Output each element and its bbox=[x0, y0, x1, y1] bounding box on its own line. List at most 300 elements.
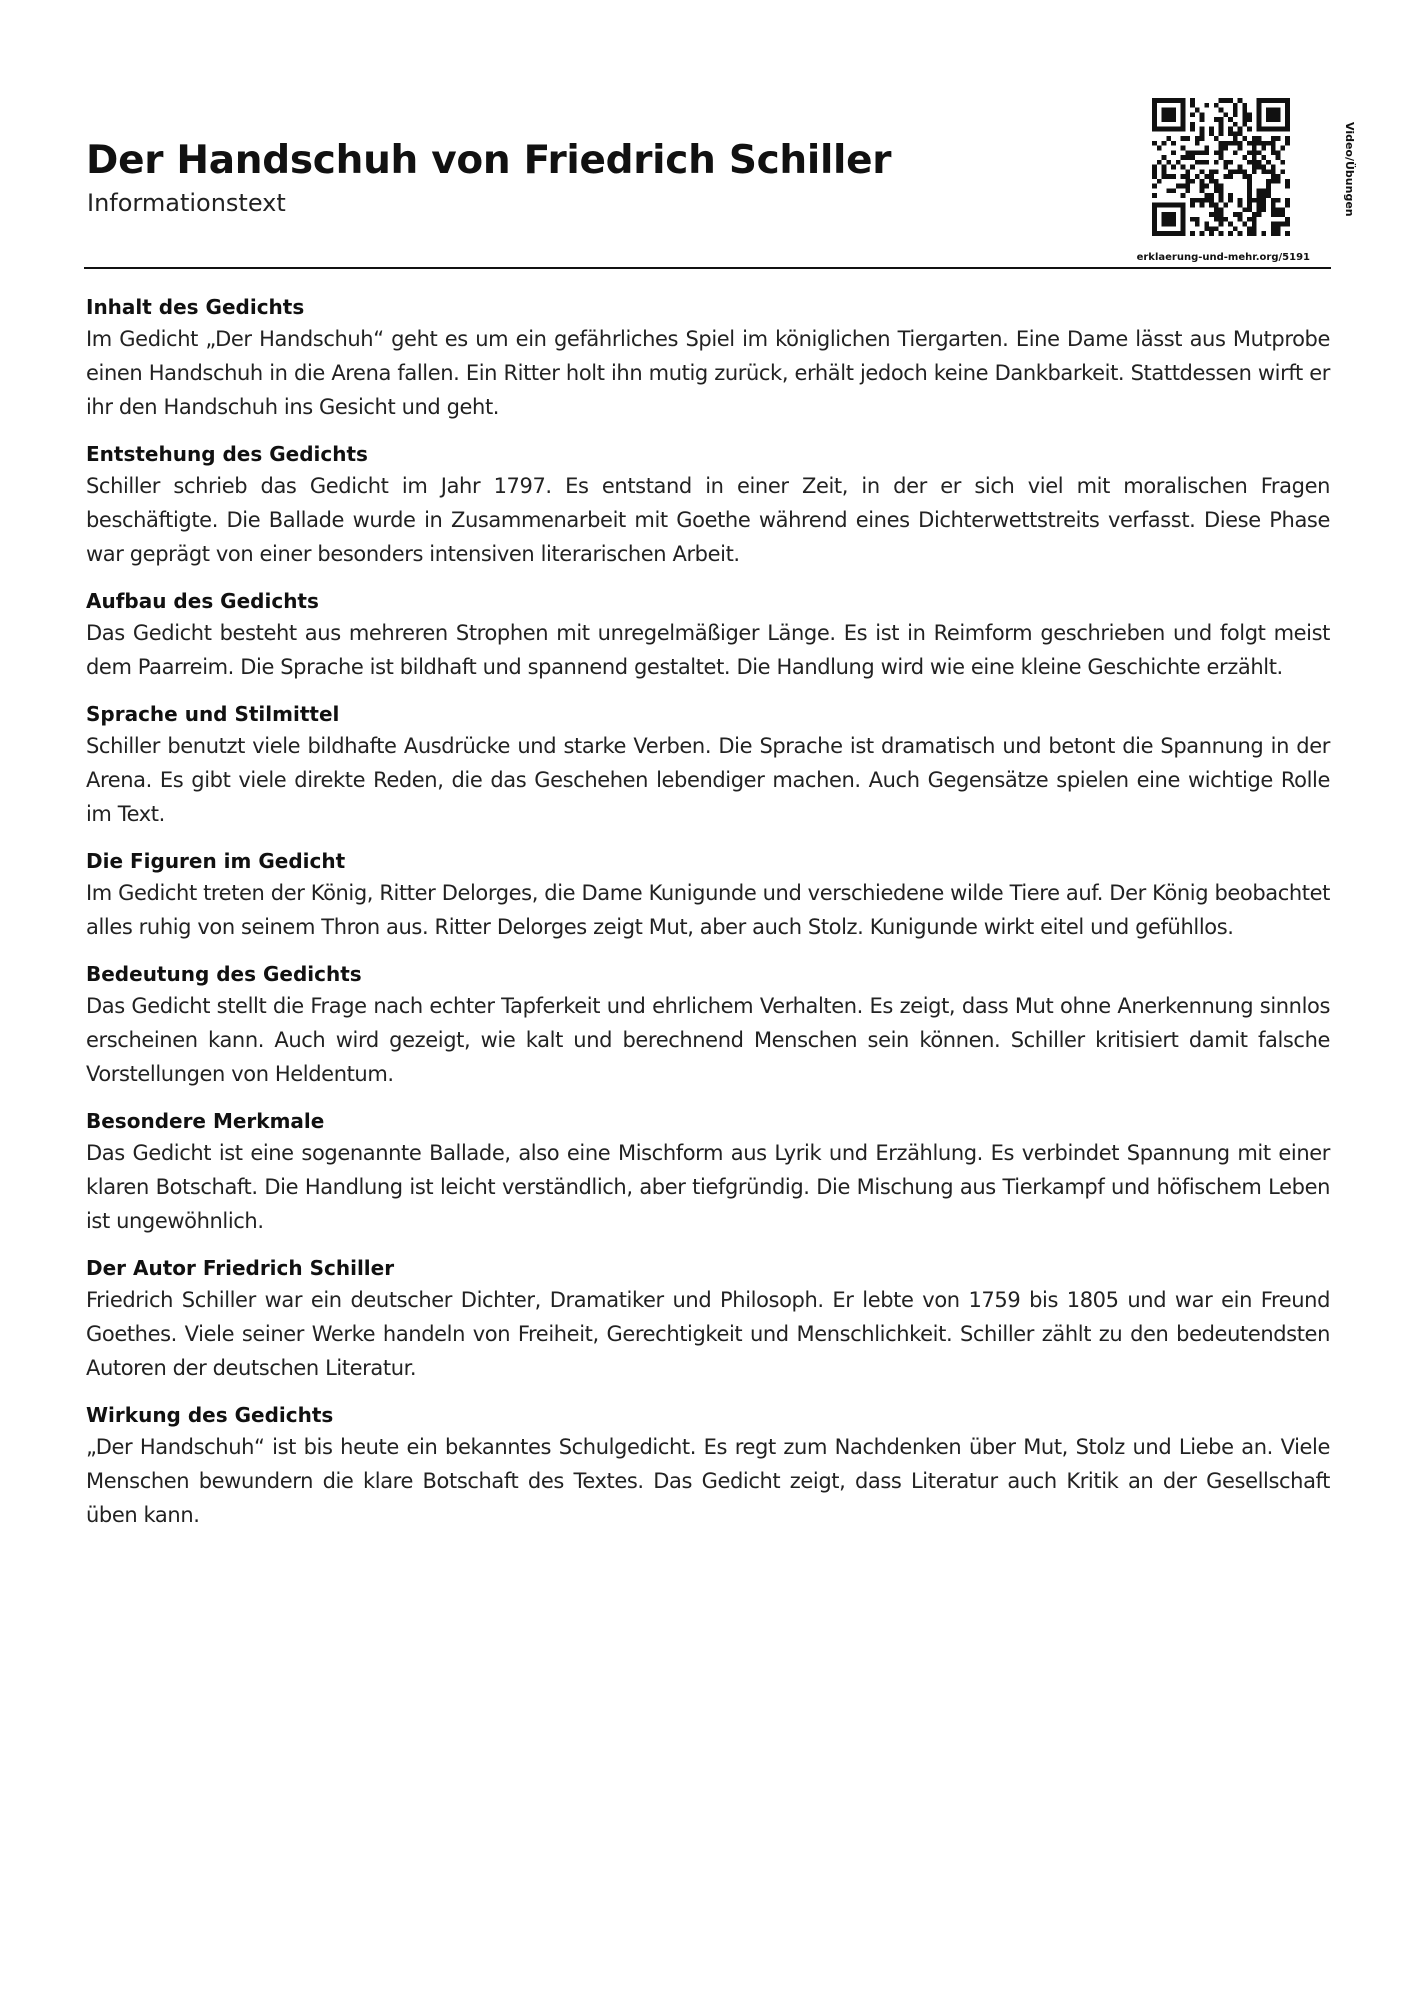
qr-module bbox=[1252, 165, 1257, 170]
section-inhalt bbox=[86, 292, 1330, 424]
qr-module bbox=[1195, 160, 1200, 165]
qr-module bbox=[1223, 98, 1228, 103]
qr-module bbox=[1228, 174, 1233, 179]
qr-module bbox=[1181, 184, 1186, 189]
qr-module bbox=[1204, 174, 1209, 179]
qr-module bbox=[1181, 127, 1186, 132]
qr-module bbox=[1271, 117, 1276, 122]
qr-module bbox=[1223, 203, 1228, 208]
qr-module bbox=[1162, 174, 1167, 179]
qr-module bbox=[1242, 122, 1247, 127]
qr-module bbox=[1247, 217, 1252, 222]
qr-module bbox=[1266, 112, 1271, 117]
qr-module bbox=[1266, 169, 1271, 174]
qr-module bbox=[1233, 131, 1238, 136]
qr-module bbox=[1266, 141, 1271, 146]
qr-module bbox=[1285, 217, 1290, 222]
qr-module bbox=[1195, 141, 1200, 146]
qr-module bbox=[1261, 98, 1266, 103]
qr-module bbox=[1219, 193, 1224, 198]
qr-module bbox=[1152, 103, 1157, 108]
section-text: Das Gedicht ist eine sogenannte Ballade, also eine Mischform aus Lyrik und Erzählung. Es verbindet Spannung mit einer klaren Botschaft. Die Handlung ist leicht verständlich, aber tiefgründig. Die Mischung aus Tierkampf und höfischem Leben ist ungewöhnlich. bbox=[86, 1141, 1330, 1233]
qr-module bbox=[1252, 141, 1257, 146]
qr-module bbox=[1247, 184, 1252, 189]
qr-module bbox=[1271, 179, 1276, 184]
qr-module bbox=[1252, 169, 1257, 174]
qr-module bbox=[1162, 108, 1167, 113]
qr-module bbox=[1200, 117, 1205, 122]
qr-module bbox=[1247, 193, 1252, 198]
qr-module bbox=[1181, 117, 1186, 122]
qr-code-graphic bbox=[1152, 98, 1290, 236]
qr-module bbox=[1200, 203, 1205, 208]
qr-module bbox=[1257, 165, 1262, 170]
qr-module bbox=[1219, 117, 1224, 122]
qr-module bbox=[1166, 217, 1171, 222]
qr-module bbox=[1195, 198, 1200, 203]
section-sprache bbox=[86, 699, 1330, 831]
qr-module bbox=[1162, 203, 1167, 208]
qr-module bbox=[1238, 198, 1243, 203]
qr-module bbox=[1266, 98, 1271, 103]
qr-module bbox=[1152, 141, 1157, 146]
qr-module bbox=[1242, 174, 1247, 179]
qr-module bbox=[1252, 226, 1257, 231]
qr-module bbox=[1257, 136, 1262, 141]
qr-module bbox=[1185, 136, 1190, 141]
qr-module bbox=[1252, 160, 1257, 165]
qr-module bbox=[1152, 207, 1157, 212]
qr-module bbox=[1200, 131, 1205, 136]
qr-module bbox=[1247, 112, 1252, 117]
qr-module bbox=[1257, 193, 1262, 198]
qr-module bbox=[1190, 203, 1195, 208]
qr-module bbox=[1271, 112, 1276, 117]
qr-module bbox=[1247, 117, 1252, 122]
qr-module bbox=[1266, 188, 1271, 193]
qr-module bbox=[1214, 117, 1219, 122]
qr-module bbox=[1247, 226, 1252, 231]
qr-module bbox=[1219, 212, 1224, 217]
qr-module bbox=[1181, 226, 1186, 231]
qr-module bbox=[1200, 136, 1205, 141]
qr-module bbox=[1223, 146, 1228, 151]
section-autor bbox=[86, 1253, 1330, 1385]
qr-module bbox=[1166, 112, 1171, 117]
qr-module bbox=[1285, 112, 1290, 117]
qr-module bbox=[1238, 131, 1243, 136]
qr-module bbox=[1271, 146, 1276, 151]
qr-module bbox=[1200, 169, 1205, 174]
qr-module bbox=[1276, 207, 1281, 212]
qr-module bbox=[1257, 103, 1262, 108]
qr-module bbox=[1238, 141, 1243, 146]
page-title: Der Handschuh von Friedrich Schiller bbox=[86, 138, 892, 183]
qr-module bbox=[1233, 103, 1238, 108]
qr-module bbox=[1280, 98, 1285, 103]
qr-module bbox=[1228, 141, 1233, 146]
qr-module bbox=[1252, 212, 1257, 217]
qr-module bbox=[1219, 127, 1224, 132]
qr-module bbox=[1214, 207, 1219, 212]
qr-module bbox=[1271, 136, 1276, 141]
qr-module bbox=[1181, 155, 1186, 160]
qr-module bbox=[1219, 184, 1224, 189]
qr-module bbox=[1209, 169, 1214, 174]
qr-module bbox=[1242, 103, 1247, 108]
section-text: Im Gedicht treten der König, Ritter Delorges, die Dame Kunigunde und verschiedene wilde Tiere auf. Der König beobachtet alles ruhig von seinem Thron aus. Ritter Delorges zeigt Mut, aber auch Stolz. Kunigunde wirkt eitel und gefühllos. bbox=[86, 881, 1330, 939]
qr-module bbox=[1257, 141, 1262, 146]
qr-module bbox=[1195, 150, 1200, 155]
qr-module bbox=[1152, 108, 1157, 113]
qr-module bbox=[1271, 174, 1276, 179]
qr-module bbox=[1285, 103, 1290, 108]
qr-module bbox=[1195, 222, 1200, 227]
qr-module bbox=[1247, 231, 1252, 236]
qr-module bbox=[1228, 222, 1233, 227]
qr-module bbox=[1185, 188, 1190, 193]
qr-module bbox=[1209, 198, 1214, 203]
qr-module bbox=[1176, 127, 1181, 132]
qr-module bbox=[1247, 179, 1252, 184]
qr-module bbox=[1176, 231, 1181, 236]
section-text: Das Gedicht stellt die Frage nach echter Tapferkeit und ehrlichem Verhalten. Es zeigt, dass Mut ohne Anerkennung sinnlos erscheinen kann. Auch wird gezeigt, wie kalt und berechnend Menschen sein können. Schiller kritisiert damit falsche Vorstellungen von Heldentum. bbox=[86, 994, 1330, 1086]
section-entstehung bbox=[86, 439, 1330, 571]
qr-module bbox=[1214, 150, 1219, 155]
qr-module bbox=[1181, 222, 1186, 227]
section-heading: Die Figuren im Gedicht bbox=[86, 849, 346, 873]
qr-module bbox=[1195, 136, 1200, 141]
qr-module bbox=[1233, 112, 1238, 117]
qr-module bbox=[1271, 165, 1276, 170]
qr-module bbox=[1162, 141, 1167, 146]
qr-module bbox=[1171, 217, 1176, 222]
section-heading: Inhalt des Gedichts bbox=[86, 295, 305, 319]
qr-module bbox=[1285, 203, 1290, 208]
qr-module bbox=[1219, 217, 1224, 222]
qr-module bbox=[1233, 169, 1238, 174]
qr-module bbox=[1261, 141, 1266, 146]
qr-module bbox=[1214, 160, 1219, 165]
qr-module bbox=[1257, 127, 1262, 132]
qr-module bbox=[1171, 117, 1176, 122]
qr-module bbox=[1271, 207, 1276, 212]
qr-module bbox=[1266, 108, 1271, 113]
qr-module bbox=[1162, 127, 1167, 132]
qr-module bbox=[1247, 207, 1252, 212]
qr-module bbox=[1276, 222, 1281, 227]
section-heading: Entstehung des Gedichts bbox=[86, 442, 368, 466]
section-text: Das Gedicht besteht aus mehreren Strophen mit unregelmäßiger Länge. Es ist in Reimform geschrieben und folgt meist dem Paarreim. Die Sprache ist bildhaft und spannend gestaltet. Die Handlung wird wie eine kleine Geschichte erzählt. bbox=[86, 621, 1330, 679]
qr-module bbox=[1285, 184, 1290, 189]
qr-code-icon[interactable] bbox=[1152, 98, 1290, 236]
qr-module bbox=[1271, 98, 1276, 103]
qr-module bbox=[1280, 146, 1285, 151]
qr-module bbox=[1219, 231, 1224, 236]
qr-module bbox=[1238, 217, 1243, 222]
qr-module bbox=[1228, 198, 1233, 203]
qr-module bbox=[1247, 203, 1252, 208]
qr-module bbox=[1266, 127, 1271, 132]
qr-module bbox=[1166, 98, 1171, 103]
text-content bbox=[86, 292, 1330, 1547]
qr-module bbox=[1252, 150, 1257, 155]
qr-module bbox=[1223, 160, 1228, 165]
qr-module bbox=[1228, 98, 1233, 103]
qr-module bbox=[1214, 226, 1219, 231]
section-heading: Aufbau des Gedichts bbox=[86, 589, 319, 613]
qr-module bbox=[1190, 127, 1195, 132]
qr-module bbox=[1276, 150, 1281, 155]
qr-module bbox=[1200, 127, 1205, 132]
qr-module bbox=[1280, 160, 1285, 165]
qr-module bbox=[1257, 122, 1262, 127]
qr-module bbox=[1209, 127, 1214, 132]
qr-module bbox=[1204, 193, 1209, 198]
qr-module bbox=[1252, 217, 1257, 222]
qr-module bbox=[1233, 212, 1238, 217]
qr-module bbox=[1204, 198, 1209, 203]
qr-module bbox=[1257, 98, 1262, 103]
qr-module bbox=[1190, 150, 1195, 155]
qr-module bbox=[1285, 122, 1290, 127]
qr-module bbox=[1181, 98, 1186, 103]
qr-module bbox=[1271, 203, 1276, 208]
qr-module bbox=[1271, 212, 1276, 217]
qr-module bbox=[1181, 103, 1186, 108]
qr-module bbox=[1204, 226, 1209, 231]
qr-module bbox=[1280, 169, 1285, 174]
qr-module bbox=[1176, 184, 1181, 189]
qr-module bbox=[1261, 207, 1266, 212]
qr-module bbox=[1276, 226, 1281, 231]
qr-module bbox=[1152, 117, 1157, 122]
qr-module bbox=[1252, 198, 1257, 203]
qr-module bbox=[1219, 188, 1224, 193]
qr-module bbox=[1233, 150, 1238, 155]
qr-module bbox=[1166, 160, 1171, 165]
qr-module bbox=[1266, 193, 1271, 198]
qr-module bbox=[1228, 117, 1233, 122]
page-subtitle: Informationstext bbox=[87, 189, 286, 217]
qr-module bbox=[1276, 117, 1281, 122]
qr-module bbox=[1185, 179, 1190, 184]
qr-module bbox=[1242, 108, 1247, 113]
qr-module bbox=[1166, 188, 1171, 193]
qr-module bbox=[1200, 188, 1205, 193]
qr-module bbox=[1271, 150, 1276, 155]
qr-module bbox=[1228, 193, 1233, 198]
qr-module bbox=[1214, 203, 1219, 208]
qr-module bbox=[1195, 174, 1200, 179]
header-divider bbox=[84, 267, 1331, 269]
qr-module bbox=[1152, 184, 1157, 189]
qr-module bbox=[1185, 184, 1190, 189]
qr-module bbox=[1261, 165, 1266, 170]
qr-module bbox=[1271, 226, 1276, 231]
qr-module bbox=[1185, 174, 1190, 179]
qr-module bbox=[1242, 169, 1247, 174]
qr-module bbox=[1276, 112, 1281, 117]
qr-module bbox=[1271, 231, 1276, 236]
qr-module bbox=[1162, 169, 1167, 174]
qr-module bbox=[1257, 150, 1262, 155]
section-heading: Besondere Merkmale bbox=[86, 1109, 325, 1133]
qr-module bbox=[1152, 203, 1157, 208]
section-text: Friedrich Schiller war ein deutscher Dichter, Dramatiker und Philosoph. Er lebte von 1759 bis 1805 und war ein Freund Goethes. Viele seiner Werke handeln von Freiheit, Gerechtigkeit und Menschlichkeit. Schiller zählt zu den bedeutendsten Autoren der deutschen Literatur. bbox=[86, 1288, 1330, 1380]
qr-module bbox=[1247, 188, 1252, 193]
qr-module bbox=[1228, 169, 1233, 174]
qr-module bbox=[1276, 212, 1281, 217]
qr-module bbox=[1214, 188, 1219, 193]
qr-module bbox=[1204, 160, 1209, 165]
qr-module bbox=[1219, 146, 1224, 151]
qr-module bbox=[1285, 179, 1290, 184]
qr-module bbox=[1257, 198, 1262, 203]
qr-module bbox=[1223, 112, 1228, 117]
qr-module bbox=[1157, 127, 1162, 132]
qr-module bbox=[1200, 231, 1205, 236]
qr-module bbox=[1219, 98, 1224, 103]
qr-module bbox=[1209, 193, 1214, 198]
qr-module bbox=[1152, 127, 1157, 132]
qr-module bbox=[1223, 174, 1228, 179]
qr-module bbox=[1252, 146, 1257, 151]
qr-module bbox=[1166, 117, 1171, 122]
qr-module bbox=[1276, 127, 1281, 132]
qr-module bbox=[1181, 112, 1186, 117]
qr-module bbox=[1252, 155, 1257, 160]
qr-module bbox=[1162, 231, 1167, 236]
qr-module bbox=[1200, 198, 1205, 203]
qr-module bbox=[1285, 141, 1290, 146]
qr-module bbox=[1233, 141, 1238, 146]
qr-module bbox=[1271, 169, 1276, 174]
qr-module bbox=[1233, 226, 1238, 231]
qr-module bbox=[1185, 169, 1190, 174]
qr-module bbox=[1162, 98, 1167, 103]
qr-module bbox=[1280, 212, 1285, 217]
qr-module bbox=[1276, 198, 1281, 203]
qr-module bbox=[1242, 112, 1247, 117]
qr-module bbox=[1223, 217, 1228, 222]
qr-module bbox=[1257, 188, 1262, 193]
qr-module bbox=[1166, 222, 1171, 227]
qr-module bbox=[1162, 217, 1167, 222]
qr-module bbox=[1190, 98, 1195, 103]
qr-module bbox=[1157, 160, 1162, 165]
qr-module bbox=[1195, 217, 1200, 222]
qr-module bbox=[1190, 165, 1195, 170]
qr-module bbox=[1190, 198, 1195, 203]
qr-module bbox=[1162, 112, 1167, 117]
qr-module bbox=[1276, 98, 1281, 103]
qr-module bbox=[1242, 222, 1247, 227]
section-text: Im Gedicht „Der Handschuh“ geht es um ein gefährliches Spiel im königlichen Tiergarten. Eine Dame lässt aus Mutprobe einen Handschuh in die Arena fallen. Ein Ritter holt ihn mutig zurück, erhält jedoch keine Dankbarkeit. Stattdessen wirft er ihr den Handschuh ins Gesicht und geht. bbox=[86, 327, 1330, 419]
qr-module bbox=[1261, 155, 1266, 160]
qr-module bbox=[1152, 165, 1157, 170]
section-text: Schiller benutzt viele bildhafte Ausdrücke und starke Verben. Die Sprache ist dramatisch und betont die Spannung in der Arena. Es gibt viele direkte Reden, die das Geschehen lebendiger machen. Auch Gegensätze spielen eine wichtige Rolle im Text. bbox=[86, 734, 1330, 826]
qr-module bbox=[1166, 203, 1171, 208]
qr-module bbox=[1214, 136, 1219, 141]
qr-module bbox=[1200, 112, 1205, 117]
qr-module bbox=[1238, 146, 1243, 151]
qr-module bbox=[1247, 198, 1252, 203]
qr-module bbox=[1171, 112, 1176, 117]
qr-module bbox=[1176, 98, 1181, 103]
qr-module bbox=[1166, 231, 1171, 236]
qr-module bbox=[1285, 98, 1290, 103]
qr-module bbox=[1261, 203, 1266, 208]
qr-module bbox=[1238, 165, 1243, 170]
qr-module bbox=[1252, 136, 1257, 141]
qr-module bbox=[1219, 155, 1224, 160]
qr-module bbox=[1285, 117, 1290, 122]
qr-module bbox=[1181, 212, 1186, 217]
qr-module bbox=[1152, 112, 1157, 117]
qr-module bbox=[1219, 141, 1224, 146]
section-bedeutung bbox=[86, 959, 1330, 1091]
section-aufbau bbox=[86, 586, 1330, 684]
qr-module bbox=[1190, 122, 1195, 127]
qr-module bbox=[1152, 231, 1157, 236]
qr-module bbox=[1171, 174, 1176, 179]
qr-module bbox=[1209, 231, 1214, 236]
qr-module bbox=[1214, 184, 1219, 189]
qr-module bbox=[1157, 203, 1162, 208]
qr-module bbox=[1238, 169, 1243, 174]
qr-module bbox=[1261, 146, 1266, 151]
qr-module bbox=[1171, 127, 1176, 132]
section-text: „Der Handschuh“ ist bis heute ein bekanntes Schulgedicht. Es regt zum Nachdenken über Mut, Stolz und Liebe an. Viele Menschen bewundern die klare Botschaft des Textes. Das Gedicht zeigt, dass Literatur auch Kritik an der Gesellschaft üben kann. bbox=[86, 1435, 1330, 1527]
qr-module bbox=[1209, 212, 1214, 217]
qr-module bbox=[1280, 207, 1285, 212]
qr-module bbox=[1214, 103, 1219, 108]
qr-module bbox=[1181, 203, 1186, 208]
qr-module bbox=[1223, 165, 1228, 170]
qr-module bbox=[1261, 188, 1266, 193]
qr-module bbox=[1219, 108, 1224, 113]
source-url[interactable]: erklaerung-und-mehr.org/5191 bbox=[1136, 252, 1310, 263]
qr-module bbox=[1238, 127, 1243, 132]
qr-module bbox=[1285, 108, 1290, 113]
qr-module bbox=[1252, 222, 1257, 227]
qr-module bbox=[1276, 174, 1281, 179]
section-heading: Der Autor Friedrich Schiller bbox=[86, 1256, 395, 1280]
qr-module bbox=[1214, 212, 1219, 217]
qr-module bbox=[1190, 231, 1195, 236]
qr-module bbox=[1261, 198, 1266, 203]
qr-module bbox=[1261, 231, 1266, 236]
qr-module bbox=[1171, 108, 1176, 113]
qr-module bbox=[1280, 127, 1285, 132]
qr-module bbox=[1171, 165, 1176, 170]
qr-module bbox=[1271, 108, 1276, 113]
qr-module bbox=[1285, 136, 1290, 141]
qr-module bbox=[1238, 212, 1243, 217]
qr-module bbox=[1204, 184, 1209, 189]
qr-module bbox=[1152, 122, 1157, 127]
section-text: Schiller schrieb das Gedicht im Jahr 1797. Es entstand in einer Zeit, in der er sich viel mit moralischen Fragen beschäftigte. Die Ballade wurde in Zusammenarbeit mit Goethe während eines Dichterwettstreits verfasst. Diese Phase war geprägt von einer besonders intensiven literarischen Arbeit. bbox=[86, 474, 1330, 566]
qr-module bbox=[1166, 136, 1171, 141]
section-heading: Sprache und Stilmittel bbox=[86, 702, 340, 726]
qr-module bbox=[1166, 108, 1171, 113]
qr-module bbox=[1285, 198, 1290, 203]
qr-module bbox=[1181, 231, 1186, 236]
qr-module bbox=[1152, 212, 1157, 217]
qr-module bbox=[1200, 150, 1205, 155]
qr-module bbox=[1209, 226, 1214, 231]
